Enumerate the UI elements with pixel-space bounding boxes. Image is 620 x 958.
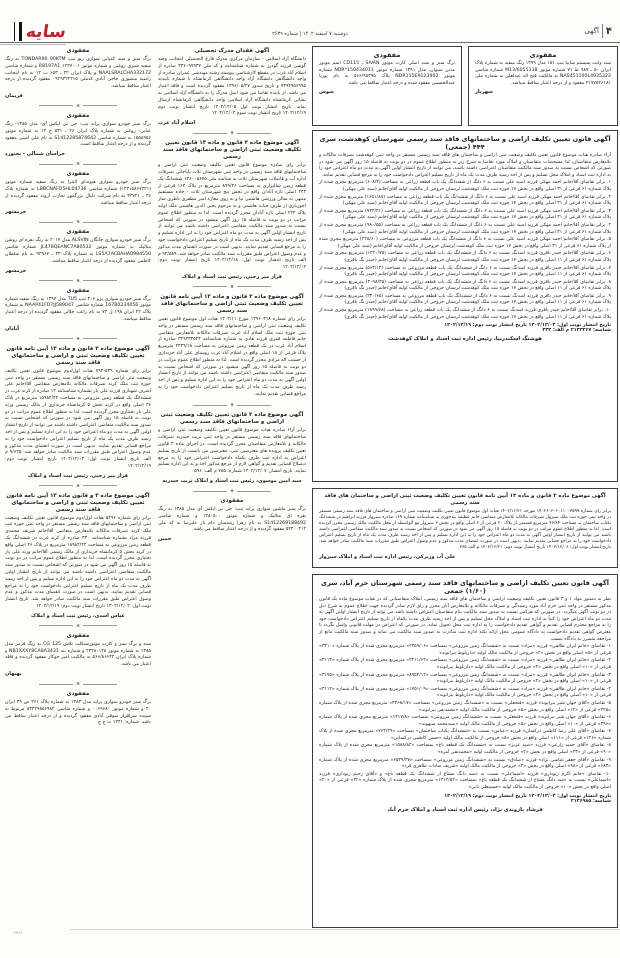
box-city: شهریار xyxy=(475,89,493,96)
ad-city: فریمان xyxy=(5,92,23,99)
legal-notice xyxy=(158,294,306,399)
ad-divider xyxy=(158,486,306,496)
divider-star-icon: ✽ xyxy=(230,402,234,408)
notice-signature: فراز میر رجبی، رئیس ثبت اسناد و املاک xyxy=(182,273,282,280)
classifieds-column-2 xyxy=(158,46,306,930)
section-label: آگهی xyxy=(584,27,599,35)
khorramabad-notice-box xyxy=(312,574,618,928)
ad-city: خرمشهر xyxy=(5,209,27,216)
box-title: مفقودی xyxy=(373,51,401,59)
ad-title: مفقودی xyxy=(66,112,90,119)
notice-signature: علی آب وزیرکی، رئیس اداره ثبت اسناد و املاک سبزوار xyxy=(319,554,456,560)
ad-body: برگ سبز و سند کمپانی سواری رنو تیپ TONDAR90 90KTM به رنگ سفید شیری روغنی و شماره موتور ۱۲۴۷۰۰۱ R8197A1 و شماره شاسی NAALSRALCHA332172 و پلاک ایران ۴۲ ـ ۶۵۳ ب ۱۲ به نام اینجانب راضیه منصوری حاجی آبادی کدملی ۰۹۴۹۳۲۲۴۱۵ مفقود گردیده از درجه اعتبار ساقط میباشد. xyxy=(5,57,151,90)
page-number: ۴ xyxy=(605,25,612,37)
divider-star-icon: ✽ xyxy=(76,622,80,628)
divider-star-icon: ✽ xyxy=(76,335,80,341)
box-title: آگهی قانون تعیین تکلیف اراضی و ساختمانهای فاقد سند رسمی شهرستان خرم آباد، سری (۱/۶۰) جمعی xyxy=(321,579,609,595)
ad-title: مفقودی xyxy=(66,287,90,294)
divider-star-icon: ✽ xyxy=(76,482,80,488)
date-issue-line: دوشنبه ۷ اسفند ۱۴۰۲ | شماره ۲۶۳۹ xyxy=(272,31,348,37)
ad-divider xyxy=(5,481,151,491)
box-intro: آراء صادره هیات موضوع قانون تعیین تکلیف وضعیت ثبتی اراضی و ساختمان های فاقد سند رسمی مستقر در واحد ثبتی کوهدشت تصرفات مالکانه و بلامعارض متقاضیان، لذا مشخصات متقاضیان و املاک مورد تقاضا به شرح زیر به منظور اطلاع عموم در دو نوبت به فاصله ۱۵ روز آگهی می شود در صورتی که اشخاص نسبت به صدور سند مالکیت متقاضیان اعتراضی داشته باشند، می توانند از تاریخ انتشار اولین آگهی به مدت دو ماه اعتراض خود را به اداره ثبت اسناد و املاک محل تسلیم و پس از اخذ رسید ظرف مدت یک ماه از تاریخ تسلیم اعتراض دادخواست خود را به مرجع قضایی تقدیم نمایند. xyxy=(319,153,611,178)
ad-body: برگ سبز خودرو سواری پژو ۲۰۶ تیپ TU5 مدل ۱۳۹۷ به رنگ سفید شماره موتور 167B0234056 شماره شاسی NAAP41FD7JJ589047 به شماره پلاک ۲۴ ایران ۱۹۸ ل ۷۴ به نام راغب جلالی مفقود گردیده از درجه اعتبار ساقط میباشد. xyxy=(5,296,151,322)
notice-body: برابر رای شماره ۵۳۹-۷۹۴ هیات اول/دوم موضوع قانون تعیین تکلیف وضعیت ثبتی اراضی و ساختمانهای فاقد سند رسمی مستقر در واحد ثبتی حوزه ثبت ملک کرند تصرفات مالکانه بلامعارض متقاضی آقا/خانم علی اشرف شهبازی فرزند علی یار بشماره شناسنامه ۱۴ صادره از کرند غرب در ششدانگ یک قطعه زمین مزروعی به مساحت ۱۵۹۸۲/۴۴ مترمربع در پلاک ۴۶ اصلی واقع در کرند بخش ۵ کرمانشاه خریداری از مالک رسمی ورثه علی یار بختیاری محرز گردیده است. لذا به منظور اطلاع عموم مراتب در دو نوبت به فاصله ۱۵ روز آگهی می شود در صورتی که اشخاص نسبت به صدور سند مالکیت متقاضی اعتراضی داشته باشند می توانند از تاریخ انتشار اولین آگهی به مدت دو ماه اعتراض خود را به این اداره تسلیم و پس از اخذ رسید ظرف مدت یک ماه از تاریخ تسلیم اعتراض دادخواست خود را به مراجع قضایی تقدیم نمایند. بدیهی است در صورت انقضای مدت مذکور و عدم وصول اعتراض طبق مقررات سند مالکیت صادر خواهد شد. ۹/۶۴۵ م الف تاریخ انتشار نوبت اول: ۱۴۰۲/۱۲/۰۴ تاریخ انتشار نوبت دوم: ۱۴۰۲/۱۲/۱۹ xyxy=(5,368,151,469)
notice-title: آگهی موضوع ماده ۳ قانون و ماده ۱۳ آیین نامه قانون تعیین تکلیف وضعیت ثبتی اراضی و ساختمانهای فاقد سند رسمی xyxy=(160,293,304,314)
classified-ad xyxy=(5,691,151,727)
ad-divider xyxy=(158,400,306,410)
divider-star-icon: ✽ xyxy=(76,681,80,687)
sabzevar-notice-box xyxy=(312,488,618,568)
notice-signature: هوشنگ اسکندرنیا، رئیس اداره ثبت اسناد و املاک کوهدشت xyxy=(388,336,542,343)
ad-divider xyxy=(158,282,306,292)
classified-ad xyxy=(5,288,151,332)
publication-dates: تاریخ انتشار نوبت اول: ۱۴۰۲/۱۲/۰۴ تاریخ انتشار نوبت دوم: ۱۴۰۲/۱۲/۱۹ xyxy=(444,793,611,799)
notice-item: ۸- تقاضای «آقای حمید زارعی» فرزند «صید عزیز» نسبت به «ششدانگ یک قطعه باغ» بمساحت «۱۵۸۸/۸۲» مترمربع مجزی شده از پلاک شماره «۹۰» فرعی از «۴۳» اصلی واقع در بخش «۴» خروجی از مالکیت اولیه «محمدتقی آمره» xyxy=(319,743,611,756)
ad-body: سند و برگ سبز و کارت موتورسیکلت تلاش CG 125 به رنگ قرمز مدل ۱۳۸۵ به شماره موتور ۲۳۴۸۰۱۴۸ و شماره تنه NB1XXXY8CA8A3431 و شماره پلاک ایران ۵۶۶/۸۶۶۴۴ به مالکیت امیر جوکار مفقود گردیده و فاقد اعتبار می باشد. xyxy=(5,641,151,668)
ad-divider xyxy=(158,128,306,138)
notice-item: ۳. برابر تقاضای آقا/خانم احمد مهکی فرزند اصید علی نسبت به ۶ دانگ از ششدانگ یک باب قطعه زراعی به مساحت (۷۴۳/۲۱) مترمربع مجزی شده از پلاک شماره ۶۱ فرعی از ۳۱ اصلی واقع در بخش ۱۷ حوزه ثبت ملک کوهدشت لرستان خروجی از مالکیت اولیه آقای/خانم (صید علی مهکی) xyxy=(319,208,611,221)
notice-item: ۱- تقاضای «خانم ایران طالقی» فرزند «مراد» نسبت به «ششدانگ زمین مزروعی» بمساحت «۲۳۵۹/۰۶» مترمربع مجزی شده از پلاک شماره «۳۲۱۰» فرعی از «۵» اصلی واقع در بخش «۲» خروجی از مالکیت مالک اولیه «داریلوط بیرانوند» xyxy=(319,644,611,656)
notice-item: ۷- تقاضای «آقای علی رضا کاظمی درکسان» فرزند «عباس» نسبت به «ششدانگ یکباب ساختمان» بمساحت «۷۶۲/۲۹» مترمربع مجزی شده از پلاک شماره «۱۲۶» فرعی از «۱۱۱» اصلی واقع در بخش «۵» خروجی از مالکیت مالک اولیه «حسن کاظمی درکسانی» xyxy=(319,729,611,741)
notice-signature: سید امین موسوی، رئیس ثبت اسناد و املاک تربت حیدریه xyxy=(162,478,302,485)
ad-title: مفقودی xyxy=(66,48,90,54)
classified-ad xyxy=(5,171,151,215)
notice-item: ۶- تقاضای «آقای جهان شیر بیرانوند» فرزند «فتحعلی» نسبت به «ششدانگ زمین مزروعی» بمساحت «۱۴۱۷/۸» مترمربع مجزی شده از پلاک شماره «۴۹۶» فرعی از «۱۰» اصلی واقع در بخش «۵» خروجی از مالکیت مالک اولیه «صیدمحمد سبهوند» xyxy=(319,715,611,727)
corner-code: ۲۲۳۱ xyxy=(14,930,23,935)
classified-ad xyxy=(158,48,306,126)
notice-body: برابر رای شماره ۱۳۹۶۰۳۱۸ مورخ ۱۴۰۲/۱۱ هیات اول موضوع قانون تعیین تکلیف وضعیت ثبتی اراضی و ساختمانهای فاقد سند رسمی مستقر در واحد ثبتی حوزه ثبت ملک اسلام آباد غرب تصرفات مالکانه بلامعارض متقاضی خانم فاطمه قمری فرزند هادی به شماره شناسنامه ۳۲۹۴۳۳۵۲۳ صادره از اسلام آباد غرب در یک قطعه زمین مزروعی به مساحت ۲۲۳۹/۱۸ مترمربع پلاک فرعی از ۱۸ اصلی واقع در اسلام آباد غرب روستای علی آباد خریداری از حسیب اله مرادی محرز گردیده است. لذا به منظور اطلاع عموم مراتب در دو نوبت به فاصله ۱۵ روز آگهی میشود در صورتی که اشخاص نسبت به صدور سند مالکیت متقاضی اعتراضی داشته باشند می توانند از تاریخ انتشار اولین آگهی به مدت دو ماه اعتراض خود را به این اداره تسلیم و پس از اخذ رسید ظرف مدت یک ماه از تاریخ تسلیم اعتراض دادخواست خود را به مراجع قضایی تقدیم نمایند. xyxy=(158,316,306,397)
notice-body: برابر رای شماره ۵۴۹۶ هیات اول/دوم موضوع قانون تعیین تکلیف وضعیت ثبتی اراضی و ساختمانهای فاقد سند رسمی مستقر در واحد ثبتی حوزه ثبت ملک کرند تصرفات مالکانه بلامعارض متقاضی آقا/خانم شریف محمدی فرزند مراد بشماره شناسنامه ۳۳۰ صادره از کرند غرب در ششدانگ یک قطعه زمین مزروعی به مساحت ۱۸۹۸۲/۴۴ مترمربع در پلاک ۴۶ اصلی واقع در کرند بخش ۵ کرمانشاه خریداری از مالک رسمی آقا/خانم ورثه علی یار بختیاری محرز گردیده است. لذا به منظور اطلاع عموم مراتب در دو نوبت به فاصله ۱۵ روز آگهی می شود در صورتی که اشخاص نسبت به صدور سند مالکیت متقاضی اعتراضی داشته باشند می توانند از تاریخ انتشار اولین آگهی به مدت دو ماه اعتراض خود را به این اداره تسلیم و پس از اخذ رسید ظرف مدت یک ماه از تاریخ تسلیم اعتراض دادخواست خود را به مراجع قضایی تقدیم نمایند. بدیهی است در صورت انقضای مدت مذکور و عدم وصول اعتراض طبق مقررات سند مالکیت صادر خواهد شد. تاریخ انتشار نوبت اول: ۱۴۰۲/۱۲/۰۴ تاریخ انتشار نوبت دوم: ۱۴۰۲/۱۲/۱۹ xyxy=(5,515,151,610)
notice-title: آگهی موضوع ماده ۳ و قانون ماده ۱۳ آیین نامه قانون تعیین تکلیف وضعیت ثبتی و اراضی و ساختمانهای فاقد سند رسمی xyxy=(6,492,150,513)
notice-item: ۲- تقاضای «خانم ایران طالقی» فرزند «مراد» نسبت به «ششدانگ زمین مزروعی» بمساحت «۲۲۱۱/۶۴» مترمربع مجزی شده از پلاک شماره «۳۱۱۳» فرعی از «۱۰» اصلی واقع در بخش «۲» خروجی از مالکیت مالک اولیه «داریلوط بیرانوند» xyxy=(319,658,611,670)
ad-title: مفقودی xyxy=(66,691,90,698)
divider-star-icon: ✽ xyxy=(230,488,234,494)
ad-divider xyxy=(5,217,151,227)
notice-item: ۱۰. برابر تقاضای آقا/خانم حیدر باقری فرزند اسدبگ نسبت به ۶ دانگ از ششدانگ یک باب قطعه زراعی به مساحت (۱۸۹۹/۶۸) مترمربع مجزی شده از پلاک شماره ۶۱ فرعی از ۱۱ اصلی واقع در بخش ۱۷ حوزه ثبت ملک کوهدشت لرستان خروجی از مالکیت اولیه آقای/خانم (حیدر بگ باقری) xyxy=(319,308,611,320)
classified-ad xyxy=(5,229,151,273)
box-title: آگهی موضوع ماده ۳ قانون و ماده ۱۳ آیین نامه قانون تعیین تکلیف وضعیت ثبتی اراضی و ساختمان های فاقد سند رسمی xyxy=(324,493,606,506)
notice-item: ۱. برابر تقاضای آقا/خانم احمد مهکی فرزند اصید علی نسبت به ۶ دانگ از ششدانگ یک باب قطعه زراعی به مساحت (۶۰۸/۴) مترمربع مجزی شده از پلاک شماره ۶۱ فرعی از ۳۱ اصلی واقع در بخش ۱۷ حوزه ثبت ملک کوهدشت لرستان خروجی از مالکیت اولیه آقای/خانم (صید علی مهکی) xyxy=(319,180,611,192)
notice-item: ۹. برابر تقاضای آقا/خانم حیدر باقری فرزند اسدبگ نسبت به ۶ دانگ از ششدانگ یک باب قطعه مزروعی به مساحت (۳۳۰/۶۵) مترمربع مجزی شده از پلاک شماره ۶۱ فرعی از ۱۱ اصلی واقع در بخش ۱۷ حوزه ثبت ملک کوهدشت لرستان خروجی از مالکیت اولیه آقای/خانم (حیدر بگ باقری) xyxy=(319,293,611,306)
classified-ad xyxy=(5,633,151,677)
ad-city: آبادان xyxy=(5,325,20,332)
notice-item: ۴. برابر تقاضای آقا/خانم احمد مهکی فرزند اصید علی نسبت به ۶ دانگ از ششدانگ یک باب قطعه زراعی به مساحت (۹۸۰/۵۵) مترمربع مجزی شده از پلاک شماره ۶۱ فرعی از ۳۱ اصلی واقع در بخش ۱۷ حوزه ثبت ملک کوهدشت لرستان خروجی از مالکیت اولیه آقای/خانم (صید علی مهکی) xyxy=(319,222,611,235)
ad-divider xyxy=(5,101,151,111)
notice-item: ۴- تقاضای «خانم ایران طالقی» فرزند «مراد» نسبت به «ششدانگ زمین مزروعی» بمساحت «۱۷۵۱/۰۹» مترمربع مجزی شده از پلاک شماره «۳۱۱۲» فرعی از «۱۰» اصلی واقع در بخش «۲» خروجی از مالکیت مالک اولیه «داریلوط بیرانوند» xyxy=(319,686,611,699)
notice-signature: فرشاد بازوندی نژاد، رئیس اداره ثبت اسناد و املاک خرم آباد xyxy=(387,806,543,813)
ad-city: اسلام آباد غرب xyxy=(158,120,196,127)
ad-body: برگ سبز خودرو سواری پراید مدل ۱۳۸۳ به شماره پلاک ۲۶۱ ص ۴۹ ایران ۴۰ و شماره موتور ۰۰۶۹۶۸۰ و شماره شاسی ۸۳۴۲۹۸۵۶۹۸۲ مربوط به سپیده سرافراز صوفی آبادی مفقود گردیده و از درجه اعتبار ساقط می باشد. شماره: ۱۴۴۱ ت ج ج xyxy=(5,700,151,726)
notice-item: ۷. برابر تقاضای آقا/خانم حیدر باقری فرزند اسدبگ نسبت به ۶ دانگ از ششدانگ یک باب قطعه مزروعی به مساحت (۵۶۳/۱۲) مترمربع مجزی شده از پلاک شماره ۶۱ فرعی از ۱۱ اصلی واقع در بخش ۱۷ حوزه ثبت ملک کوهدشت لرستان خروجی از مالکیت اولیه آقای/خانم (حیدر بگ باقری) xyxy=(319,265,611,278)
divider-star-icon: ✽ xyxy=(76,277,80,283)
ad-title: مفقودی xyxy=(66,171,90,178)
notice-title: آگهی موضوع ماده ۳ قانون تعیین تکلیف وضعیت ثبتی اراضی و ساختمانهای فاقد سند رسمی xyxy=(160,412,304,426)
ad-title: آگهی فقدان مدرک تحصیلی xyxy=(194,48,270,54)
lost-document-box-right xyxy=(468,46,618,126)
header-rule xyxy=(0,42,620,43)
ad-divider xyxy=(5,621,151,631)
box-body: سند وانت سیستم سایپا تیپ ۱۵۱ مدل ۱۳۹۹ رنگ سفید به شماره پلاک ایران ۵۰ ـ ۹۸۷ ط ۷۱ شماره موتور M13/6055118 شماره شاسی NAS451100L4935322 به مالکیت فتح اله عبدلعلی به شماره ملی ۴۱۷۷۵۴۶۱۸۱ مفقود و از درجه اعتبار ساقط میباشد. xyxy=(475,61,612,86)
legal-notice xyxy=(158,412,306,484)
header-rule-secondary xyxy=(0,44,66,45)
ad-body: برگ سبز خودرو سواری چانگان ALSVIN مدل ۲۰۱۷ به رنگ نقره ای روشن متالیک به شماره موتور JL478QEANC7A80532 شماره شاسی LS5A7ACBAHA0984550 به شماره پلاک ۳۳ ـ ۹۴۹۶۷ به نام سلطان کاظمی مفقود گردیده از درجه اعتبار ساقط میباشد. xyxy=(5,238,151,264)
divider-star-icon: ✽ xyxy=(76,102,80,108)
notice-title: آگهی موضوع ماده ۳ قانون و ماده ۱۳ آیین نامه قانون تعیین تکلیف وضعیت ثبتی و اراضی و ساختمانهای فاقد سند رسمی xyxy=(6,345,150,366)
logo-bar-icon xyxy=(19,22,22,41)
ad-body: برگ سبز خودرو سواری پراید تیپ: جی تی ایکس آی- مدل ۱۳۸۵- رنگ عنابی- روغنی به شماره پلاک ایران ۲۶ ـ ۵۳۱ ج ۱۴ به شماره موتور ۱۵۵۸۹۵۶ به شماره شاسی S1412285874642 به نام علی امینی مفقود گردیده و از درجه اعتبار ساقط است. xyxy=(5,121,151,148)
footer-rule xyxy=(70,929,620,930)
notice-item: ۱۰- تقاضای «خانم اکرم زیوداری» فرزند «اسماعلی» نسبت به «سه دانگ مشاع از ششدانگ یک قطعه باغ» و «آقای رحیم زیوداری» فرزند «اسماعلی» نسبت به «سه دانگ مشاع از ششدانگ یک قطعه باغ» بمساحت «۱۴۱۴/۵۲» مترمربع مجزی شده از پلاک شماره «۳۲» فرعی از «۲۰» اصلی واقع در بخش «۱۰» خروجی از مالکیت مالک اولیه «حسینعلی بابی» xyxy=(319,771,612,791)
notice-item: ۵. برابر تقاضای آقا/خانم احمد مهکی فرزند اصید علی نسبت به ۶ دانگ از ششدانگ یک باب قطعه مزروعی به مساحت (۲۲۵/۶۰) مترمربع مجزی شده از پلاک شماره ۶۱ فرعی از ۳۱ اصلی واقع در بخش ۱۷ حوزه ثبت ملک کوهدشت لرستان خروجی از مالکیت اولیه آقای/خانم (صید علی مهکی) xyxy=(319,237,611,249)
logo-bar-thin-icon xyxy=(14,22,15,41)
ad-divider xyxy=(5,679,151,689)
notice-signature: عباس اسدی، رئیس ثبت اسناد و املاک xyxy=(31,612,125,619)
notice-body: برابر رای صادره موضوع قانون تعیین تکلیف وضعیت ثبتی اراضی و ساختمانهای فاقد سند رسمی در واحد ثبتی شهرستان ثلاث باباجانی تصرفات اداره آب و فاضلاب شهرستان ثلاث به شناسه ملی ۱۴۶۰۰۵۶۷۵ ششدانگ یک قطعه زمین شالیزاری به مساحت ۸۹۹/۲۶ مترمربع در پلاک ۱۶۴ فرعی از ۲۴۲ اصلی تازه آبادان واقع در بخش پنج شهرستان ثلاث - جاده مستقیم منتهی به سالن ورزشی هاشمی نیا و به روی مغازه امیر مظفری باطری ساز اجورباری از طرف حیات هاشمی و به مرحوم یحیی الدین هاشمی ملک اولیه پلاک ۲۴۲ اصلی تازه آبادان محرز گردیده است. لذا به منظور اطلاع عموم مراتب در دو نوبت به فاصله ۱۵ روز آگهی میشود در صورتی که اشخاص نسبت به صدور سند مالکیت متقاضی اعتراضی داشته باشند می توانند از تاریخ انتشار اولین آگهی به مدت دو ماه اعتراض خود را به این اداره تسلیم و پس از اخذ رسید ظرف مدت یک ماه از تاریخ تسلیم اعتراض دادخواست خود را به مرجع قضایی تقدیم نمایند. بدیهی است در صورت انقضای مدت مذکور و عدم وصول اعتراض طبق مقررات سند مالکیت صادر خواهد شد. ۹۲/۵۸۹ م الف تاریخ انتشار نوبت اول: ۱۴۰۲/۱۲/۱۸ تاریخ انتشار نوبت دوم: ۱۴۰۲/۱۲/۰۴ xyxy=(158,163,306,271)
notice-item: ۵- تقاضای «آقای جهان شیر بیرانوند» فرزند «فتحعلی» نسبت به «ششدانگ زمین مزروعی» بمساحت «۲۳۶۸/۱۷» مترمربع مجزی شده از پلاک شماره «۳۲۵» فرعی از «۱۲» اصلی واقع در بخش «۵» خروجی از مالکیت مالک اولیه «محمدنقی بیرانوند» xyxy=(319,700,611,713)
divider-star-icon: ✽ xyxy=(230,283,234,289)
divider-star-icon: ✽ xyxy=(76,161,80,167)
ad-city: خراسان شمالی - بجنورد xyxy=(5,151,65,158)
legal-notice xyxy=(5,493,151,619)
box-title: آگهی قانون تعیین تکلیف اراضی و ساختمانهای فاقد سند رسمی شهرستان کوهدشت، سری ۴۴۴ (جمعی) xyxy=(319,135,611,151)
classified-ad xyxy=(5,113,151,157)
notice-id: شناسه: ۲۱۴۳۳۶۷ م الف: ۴۴۴ xyxy=(542,328,611,334)
notice-id: شناسه: ۲۱۳۶۹۸۵ xyxy=(570,798,611,804)
publication-dates: تاریخ انتشار نوبت اول: ۱۴۰۲/۱۲/۰۴ تاریخ انتشار نوبت دوم: ۱۴۰۲/۱۲/۱۹ xyxy=(444,323,611,329)
box-body: برگ سبز و سند اصلی کارت موتور SIVAN ـ CD115 اسم موتور مدین سیوان، مدل ۱۳۹۱ شماره موتور NDR*150434011 شماره موتور NDR115E9123902 پلاک ۵۶۶/۹۸۳۹۵ به نام پوریا عبدالحسینی مفقود شده و درجه اعتبار ساقط می باشد. xyxy=(319,61,456,86)
ad-divider xyxy=(5,159,151,169)
classified-ad xyxy=(5,48,151,99)
divider-star-icon: ✽ xyxy=(230,130,234,136)
ad-city: خمین xyxy=(158,536,172,543)
legal-notice xyxy=(158,140,306,280)
classifieds-column-1 xyxy=(5,46,151,930)
notice-item: ۹- تقاضای «آقای جعفر عباسی نژاد» فرزند «صادق» نسبت به «ششدانگ زمین مزروعی» بمساحت «۶۵۳۹/۳۷» مترمربع مجزی شده از پلاک شماره «۶۸۳» فرعی از «۹۸» اصلی واقع در بخش «۴» خروجی از مالکیت مالک اولیه «شریف سادات طاهری فرد» xyxy=(319,757,611,770)
notice-item: ۲. برابر تقاضای آقا/خانم احمد مهکی فرزند اصید علی نسبت به ۶ دانگ از ششدانگ یک باب قطعه زراعی به مساحت (۱۶۵۱/۸۸) مترمربع مجزی شده از پلاک شماره ۶۱ فرعی از ۳۱ اصلی واقع در بخش ۱۷ حوزه ثبت ملک کوهدشت لرستان خروجی از مالکیت اولیه آقای/خانم (صید علی مهکی) xyxy=(319,194,611,207)
ad-divider xyxy=(5,276,151,286)
box-city: شوش xyxy=(319,89,334,96)
notice-item: ۸. برابر تقاضای آقا/خانم حیدر باقری فرزند اسدبگ نسبت به ۶ دانگ از ششدانگ یک باب قطعه زراعی به مساحت (۳۰۹۸/۴۵) مترمربع مجزی شده از پلاک شماره ۶۱ فرعی از ۱۱ اصلی واقع در بخش ۱۷ حوزه ثبت ملک کوهدشت لرستان خروجی از مالکیت اولیه آقای/خانم (حیدر بگ باقری) xyxy=(319,279,611,292)
kuhdasht-notice-box xyxy=(312,130,618,482)
ad-city: خرمشهر xyxy=(5,267,27,274)
ad-body: دانشگاه آزاد اسلامی - سازمان مرکزی مدرک فارغ التحصیلی اینجانب وحید گوسی فرزند گودرز به شماره شناسنامه و کد ملی ۳۳۶۰۹۷۹۳۷ صادره از اسلام آباد غرب در مقطع کارشناسی پیوسته رشته مهندسی عمران صادره از واحد دانشگاهی دانشگاه آزاد واحد دانشگاهی کرمانشاه با شماره تاییدیه ۷۳۹۲۹۵۶۹۹۵ و تاریخ صدور ۱۳۹۶/۰۵/۲۷ مفقود گردیده است و فاقد اعتبار می باشد. از یابنده تقاضا می شود اصل مدرک را به دانشگاه آزاد اسلامی به نشانی کرمانشاه دانشگاه آزاد اسلامی واحد دانشگاهی کرمانشاه ارسال نماید. تاریخ انتشار نوبت اول ۱۴۰۲/۱۲/۰۵ تاریخ انتشار نوبت دوم ۱۴۰۲/۱۲/۱۹ تاریخ انتشار نوبت سوم ۱۴۰۲/۱۲/۰۴ xyxy=(158,57,306,117)
ad-city: بهبهان xyxy=(5,671,22,678)
notice-item: ۶. برابر تقاضای آقا/خانم حیدر باقری فرزند اسدبگ نسبت به ۶ دانگ از ششدانگ یک باب قطعه زراعی به مساحت (۱۲۴۰/۷۵) مترمربع مجزی شده از پلاک شماره ۶۱ فرعی از ۱۱ اصلی واقع در بخش ۱۷ حوزه ثبت ملک کوهدشت لرستان خروجی از مالکیت اولیه آقای/خانم (حیدر بگ باقری) xyxy=(319,251,611,263)
logo-wordmark: سایه xyxy=(24,22,68,42)
notice-body: برابر آراء صادره هیات موضوع قانون تعیین تکلیف وضعیت ثبتی اراضی و ساختمانهای فاقد سند رسمی مستقر در واحد ثبتی تربت حیدریه تصرفات مالکانه و بلامعارض متقاضیان محرز گردیده است. در اجرای ماده ۳ قانون تعیین تکلیف پرونده های معترضین ثبتی، معترضین می بایست از تاریخ تسلیم اعتراض به اداره ثبت ظرف یکماه دادخواست اعتراض خود را به مرجع ذیصلاح قضایی تقدیم و گواهی لازم از مرجع مذکور اخذ و به این اداره تسلیم نمایند. تاریخ انتشار: ۱۴۰۲/۱۲/۰۷ شماره: ۷۸۵ م الف: ۵۹۶ xyxy=(158,428,306,475)
classified-ad xyxy=(158,498,306,542)
ad-divider xyxy=(5,334,151,344)
ad-title: مفقودی xyxy=(220,498,244,505)
ad-body: برگ سبز خودرو سواری هیوندای النترا به رنگ سفید شماره موتور (۱۴۴۱۵۸۶۷۲۲۱) شماره شاسی LBBCNAFD5HL04736 به شماره پلاک ۲۶ ـ ۳۳۷۲۱ به نام شرکت دلیال بزرگمهر تجارت آروند مفقود گردیده از درجه اعتبار ساقط میباشد. xyxy=(5,180,151,206)
lost-document-box-left xyxy=(312,46,462,126)
notice-signature: فراز میر رجبی، رئیس ثبت اسناد و املاک xyxy=(28,472,128,479)
ad-title: مفقودی xyxy=(66,229,90,236)
notice-item: ۳- تقاضای «خانم ایران طالقی» فرزند «مراد» نسبت به «ششدانگ زمین مزروعی» بمساحت «۸۹۵۲/۱۴» مترمربع مجزی شده از پلاک شماره «۳۱۷۵» فرعی از «۱۰» اصلی واقع در بخش «۲» خروجی از مالکیت مالک اولیه «داریلوط بیرانوند» xyxy=(319,672,611,685)
divider-star-icon: ✽ xyxy=(76,219,80,225)
box-body: برابر رای شماره ۱۴۰۲۶۰۳۰۶۰۱۱۰۰۳۵۹۹ مورخه ۱۴۰۲/۱۱/۲۱ هیات اول موضوع قانون تعیین تکلیف وضعیت ثبتی اراضی و ساختمان های فاقد سند رسمی مستقر در واحد ثبتی حوزه ثبت ملک سبزوار تصرفات مالکانه بلامعارض متقاضی خانم عظیمه بیدخوری به شناسنامه شماره ۱۶۹ صادره سبزوار فرزند ابراهیم در ششدانگ یکباب ساختمان به مساحت ۴۶/۸۴ مترمربع قسمتی از پلاک ۲۰ فرعی از ۲ اصلی واقع در بخش ۳ سبزوار مع الواسطه از محل مالکیت مالک رسمی محرز گردیده است. لذا به منظور اطلاع عموم مراتب در دو نوبت به فاصله ۱۵ روز آگهی می شود در صورتی که اشخاص نسبت به صدور سند مالکیت متقاضی اعتراضی داشته باشند می توانند از تاریخ انتشار اولین آگهی به مدت دو ماه اعتراض خود را به این اداره تسلیم و پس از اخذ رسید ظرف مدت یک ماه از تاریخ تسلیم اعتراض دادخواست خود را به مراجع قضایی تقدیم نمایند. بدیهی است در صورت انقضای مدت مذکور و عدم وصول اعتراض طبق مقررات سند مالکیت صادر خواهد شد. تاریخ انتشار نوبت اول: ۱۴۰۲/۱۲/۰۶ تاریخ انتشار نوبت دوم: ۱۴۰۲/۱۲/۲۱ م الف ۷۶۵ xyxy=(319,509,612,550)
ad-body: برگ سبز ماشین سواری پراید تیپ: جی تی ایکس آی مدل ۱۳۸۵ به رنگ نقره ای متالیک و شماره موتور ۱۴۸۰۵۰۰ و شماره شاسی S1412269188492 به نام زهرا رستمیان دام یار علیرضا به کد ملی ۵۲۲۰۰۴۱۴ مفقود گردیده و از درجه اعتبار ساقط می باشد. xyxy=(158,507,306,533)
ad-title: مفقودی xyxy=(66,632,90,639)
notice-title: آگهی موضوع ماده ۳ قانون و ماده ۱۳ قانون تعیین تکلیف وضعیت ثبتی اراضی و ساختمانهای فاقد سند رسمی xyxy=(162,140,302,161)
newspaper-logo xyxy=(14,22,66,41)
box-title: مفقودی xyxy=(529,51,557,59)
legal-notice xyxy=(5,346,151,479)
box-intro: نظر به دستور مواد ۱ و ۳ قانون تعیین تکلیف وضعیت اراضی و ساختمان های فاقد سند رسمی، املاک متقاضیانی که در هیات موضوع ماده یک قانون مذکور مستقر در واحد ثبتی خرم آباد مورد رسیدگی و تصرفات مالکانه و بلامعارض آنان محرز و رای لازم صادر گردیده جهت اطلاع عموم به شرح ذیل در دو نوبت آگهی میگردد. در صورتی که هرکس نسبت به صدور سند مالکیت بنام متقاضیان اعتراض داشته باشد می تواند از تاریخ انتشار اولین آگهی به مدت دو ماه اعتراض خود را کتباً به اداره ثبت اسناد و املاک محل تسلیم و پس از اخذ رسید ظرف مدت یکماه از تاریخ تسلیم اعتراض دادخواست خود را به مراجع محترم قضایی تقدیم و گواهی تقدیم دادخواست را به اداره ثبت محل تحویل نماید. در صورتی که اعتراض در مهلت قانونی واصل نگردد یا معترض گواهی تقدیم دادخواست به دادگاه عمومی محل ارائه نکند اداره ثبت مبادرت به صدور سند مالکیت می نماید و صدور سند مالکیت مانع از مراجعه متضرر به دادگاه نیست. xyxy=(319,597,611,642)
